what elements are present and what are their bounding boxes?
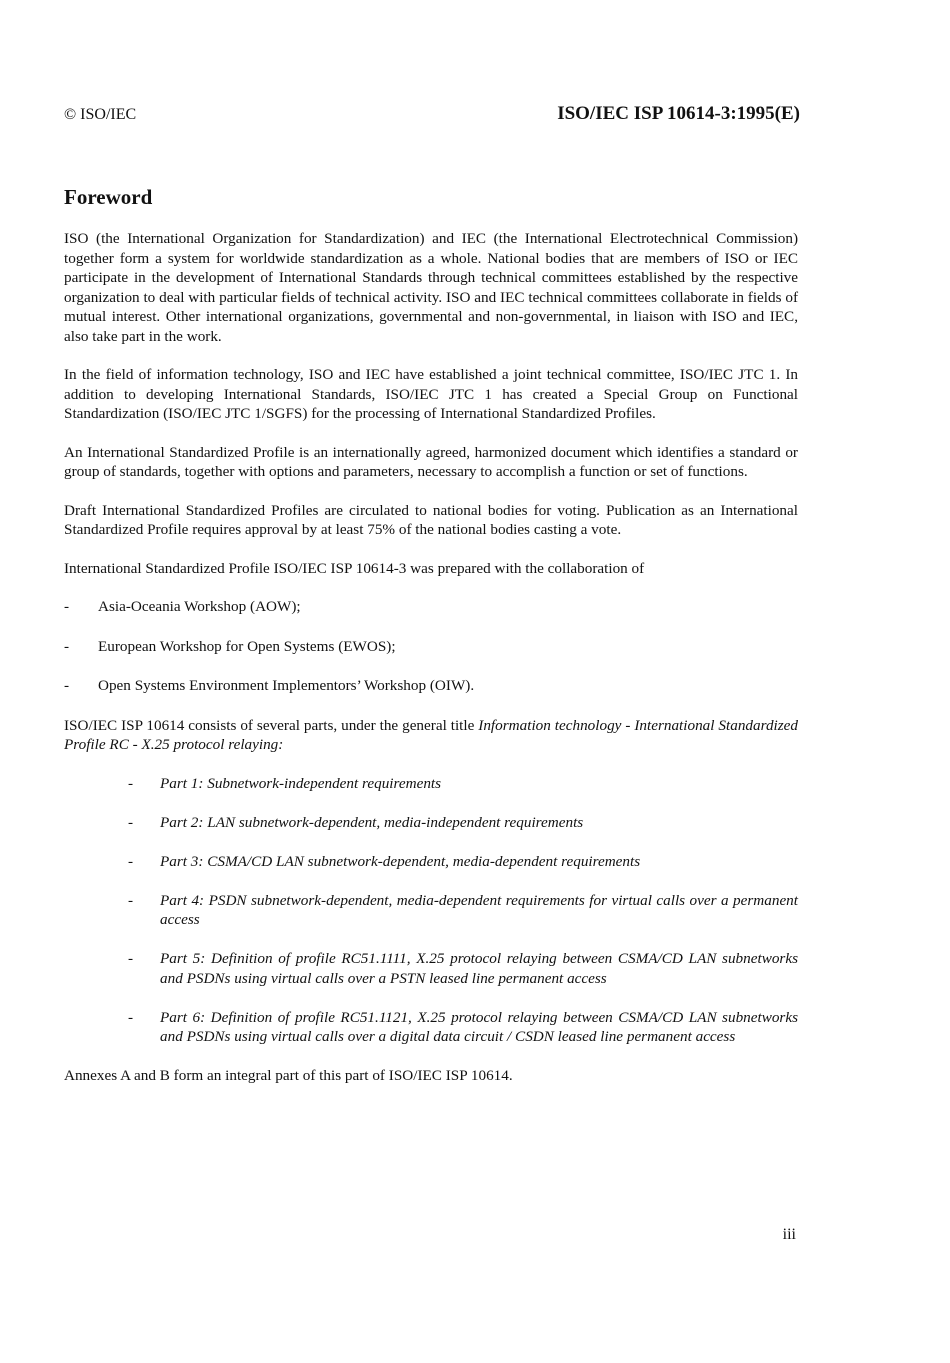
- list-item: - European Workshop for Open Systems (EWOS);: [64, 637, 798, 657]
- paragraph-jtc1: In the field of information technology, ISO and IEC have established a joint technical committee, ISO/IEC JTC 1. In addition to developing International Standards, ISO/IEC JTC 1 has created a Special Group on Functional Standardization (ISO/IEC JTC 1/SGFS) for the processing of International Standardized Profiles.: [64, 366, 798, 422]
- list-item: - Part 2: LAN subnetwork-dependent, media-independent requirements: [64, 813, 798, 833]
- paragraph-parts-intro: [64, 716, 798, 755]
- header-copyright: © ISO/IEC: [64, 106, 137, 123]
- paragraph-organizations: ISO (the International Organization for Standardization) and IEC (the International Electrotechnical Commission) together form a system for worldwide standardization as a whole. National bodies that are members of ISO or IEC participate in the development of International Standards through technical committees established by the respective organization to deal with particular fields of technical activity. ISO and IEC technical committees collaborate in fields of mutual interest. Other international organizations, governmental and non-governmental, in liaison with ISO and IEC, also take part in the work.: [64, 230, 798, 345]
- list-item: - Part 5: Definition of profile RC51.1111, X.25 protocol relaying between CSMA/CD LAN subnetworks and PSDNs using virtual calls over a PSTN leased line permanent access: [64, 949, 798, 988]
- page-title: Foreword: [64, 185, 153, 209]
- list-item: - Asia-Oceania Workshop (AOW);: [64, 597, 798, 617]
- paragraph-collaboration: International Standardized Profile ISO/IEC ISP 10614-3 was prepared with the collaboration of: [64, 559, 645, 577]
- list-item: - Part 1: Subnetwork-independent requirements: [64, 774, 798, 794]
- header-document-id: ISO/IEC ISP 10614-3:1995(E): [557, 103, 800, 124]
- parts-general-title: Information technology - International Standardized Profile RC - X.25 protocol relaying:: [64, 716, 799, 753]
- list-item: - Part 3: CSMA/CD LAN subnetwork-dependent, media-dependent requirements: [64, 852, 798, 872]
- list-item: - Part 6: Definition of profile RC51.1121, X.25 protocol relaying between CSMA/CD LAN subnetworks and PSDNs using virtual calls over a digital data circuit / CSDN leased line permanent access: [64, 1008, 798, 1047]
- workshop-list: [64, 597, 798, 696]
- list-item: - Part 4: PSDN subnetwork-dependent, media-dependent requirements for virtual calls over a permanent access: [64, 891, 798, 930]
- paragraph-isp-definition: An International Standardized Profile is an internationally agreed, harmonized document which identifies a standard or group of standards, together with options and parameters, necessary to accomplish a function or set of functions.: [64, 443, 798, 480]
- parts-intro-text: ISO/IEC ISP 10614 consists of several parts, under the general title: [64, 716, 479, 734]
- list-item: - Open Systems Environment Implementors’ Workshop (OIW).: [64, 676, 798, 696]
- paragraph-annexes: Annexes A and B form an integral part of this part of ISO/IEC ISP 10614.: [64, 1067, 513, 1084]
- paragraph-draft-voting: Draft International Standardized Profiles are circulated to national bodies for voting. Publication as an International Standardized Profile requires approval by at least 75% of the national bodies casting a vote.: [64, 501, 798, 538]
- foreword-body: [64, 229, 798, 1105]
- parts-list: [64, 774, 798, 1047]
- page-number: iii: [782, 1226, 796, 1243]
